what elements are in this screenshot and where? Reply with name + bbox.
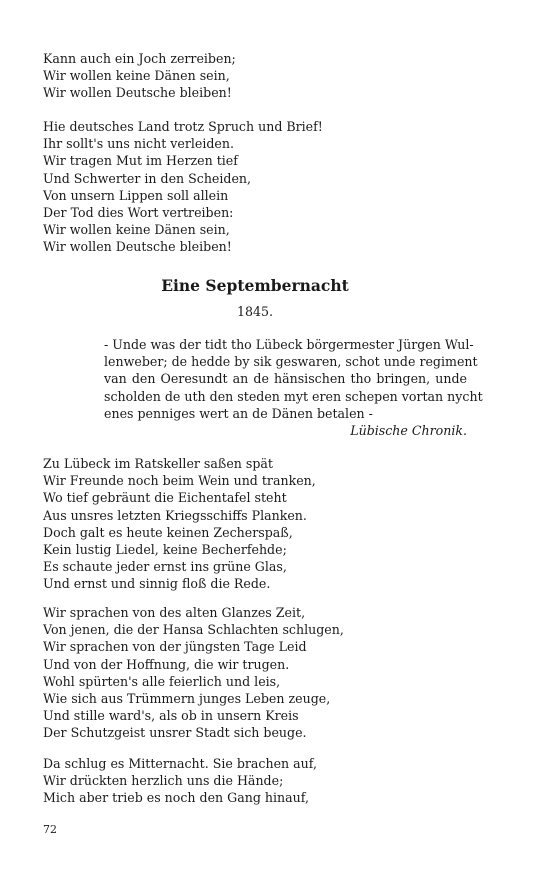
verse-line: Wo tief gebräunt die Eichentafel steht bbox=[43, 490, 287, 506]
verse-line: Aus unsres letzten Kriegsschiffs Planken. bbox=[43, 507, 307, 523]
verse-line: Wir drückten herzlich uns die Hände; bbox=[43, 773, 284, 789]
verse-line: Wir tragen Mut im Herzen tief bbox=[43, 153, 238, 169]
verse-line: Und von der Hoffnung, die wir trugen. bbox=[43, 656, 290, 672]
verse-line: Und stille ward's, als ob in unsern Kreis bbox=[43, 708, 299, 724]
verse-line: Wir wollen Deutsche bleiben! bbox=[43, 85, 232, 101]
stanza-3 bbox=[43, 755, 317, 807]
epigraph-line: - Unde was der tidt tho Lübeck börgermester Jürgen Wul- bbox=[104, 337, 474, 352]
verse-line: Wir Freunde noch beim Wein und tranken, bbox=[43, 473, 316, 489]
epigraph-line: lenweber; de hedde by sik geswaren, schot unde regiment bbox=[104, 354, 478, 370]
verse-line: Wir sprachen von des alten Glanzes Zeit, bbox=[43, 605, 306, 620]
stanza-1 bbox=[43, 455, 316, 593]
stanza-top-1 bbox=[43, 50, 236, 102]
poem-year: 1845. bbox=[236, 304, 274, 319]
epigraph-source: Lübische Chronik. bbox=[350, 423, 467, 439]
verse-line: Wir sprachen von der jüngsten Tage Leid bbox=[43, 639, 307, 655]
verse-line: Hie deutsches Land trotz Spruch und Brief! bbox=[43, 119, 323, 134]
verse-line: Der Tod dies Wort vertreiben: bbox=[43, 205, 234, 221]
verse-line: Von jenen, die der Hansa Schlachten schlugen, bbox=[43, 622, 344, 638]
verse-line: Und Schwerter in den Scheiden, bbox=[43, 170, 252, 186]
page-number: 72 bbox=[43, 823, 57, 836]
poem-title: Eine Septembernacht bbox=[161, 276, 349, 295]
verse-line: Doch galt es heute keinen Zecherspaß, bbox=[43, 524, 293, 540]
stanza-top-2 bbox=[43, 118, 323, 256]
verse-line: Mich aber trieb es noch den Gang hinauf, bbox=[43, 790, 309, 806]
verse-line: Es schaute jeder ernst ins grüne Glas, bbox=[43, 559, 287, 575]
verse-line: Wohl spürten's alle feierlich und leis, bbox=[43, 673, 281, 689]
epigraph-line: enes penniges wert an de Dänen betalen - bbox=[104, 405, 373, 421]
epigraph-line: van den Oeresundt an de hänsischen tho bringen, unde bbox=[104, 371, 467, 387]
verse-line: Und ernst und sinnig floß die Rede. bbox=[43, 576, 271, 592]
verse-line: Zu Lübeck im Ratskeller saßen spät bbox=[43, 456, 273, 471]
epigraph bbox=[104, 336, 483, 439]
verse-line: Wir wollen keine Dänen sein, bbox=[43, 222, 230, 238]
verse-line: Kann auch ein Joch zerreiben; bbox=[43, 51, 236, 66]
stanza-2 bbox=[43, 604, 344, 742]
verse-line: Der Schutzgeist unsrer Stadt sich beuge. bbox=[43, 725, 307, 741]
verse-line: Da schlug es Mitternacht. Sie brachen auf, bbox=[43, 756, 317, 771]
verse-line: Kein lustig Liedel, keine Becherfehde; bbox=[43, 542, 287, 558]
verse-line: Von unsern Lippen soll allein bbox=[43, 187, 229, 203]
verse-line: Wir wollen keine Dänen sein, bbox=[43, 68, 230, 84]
verse-line: Wir wollen Deutsche bleiben! bbox=[43, 239, 232, 255]
verse-line: Wie sich aus Trümmern junges Leben zeuge, bbox=[43, 691, 331, 707]
epigraph-line: scholden de uth den steden myt eren schepen vortan nycht bbox=[104, 388, 483, 404]
verse-line: Ihr sollt's uns nicht verleiden. bbox=[43, 136, 234, 152]
